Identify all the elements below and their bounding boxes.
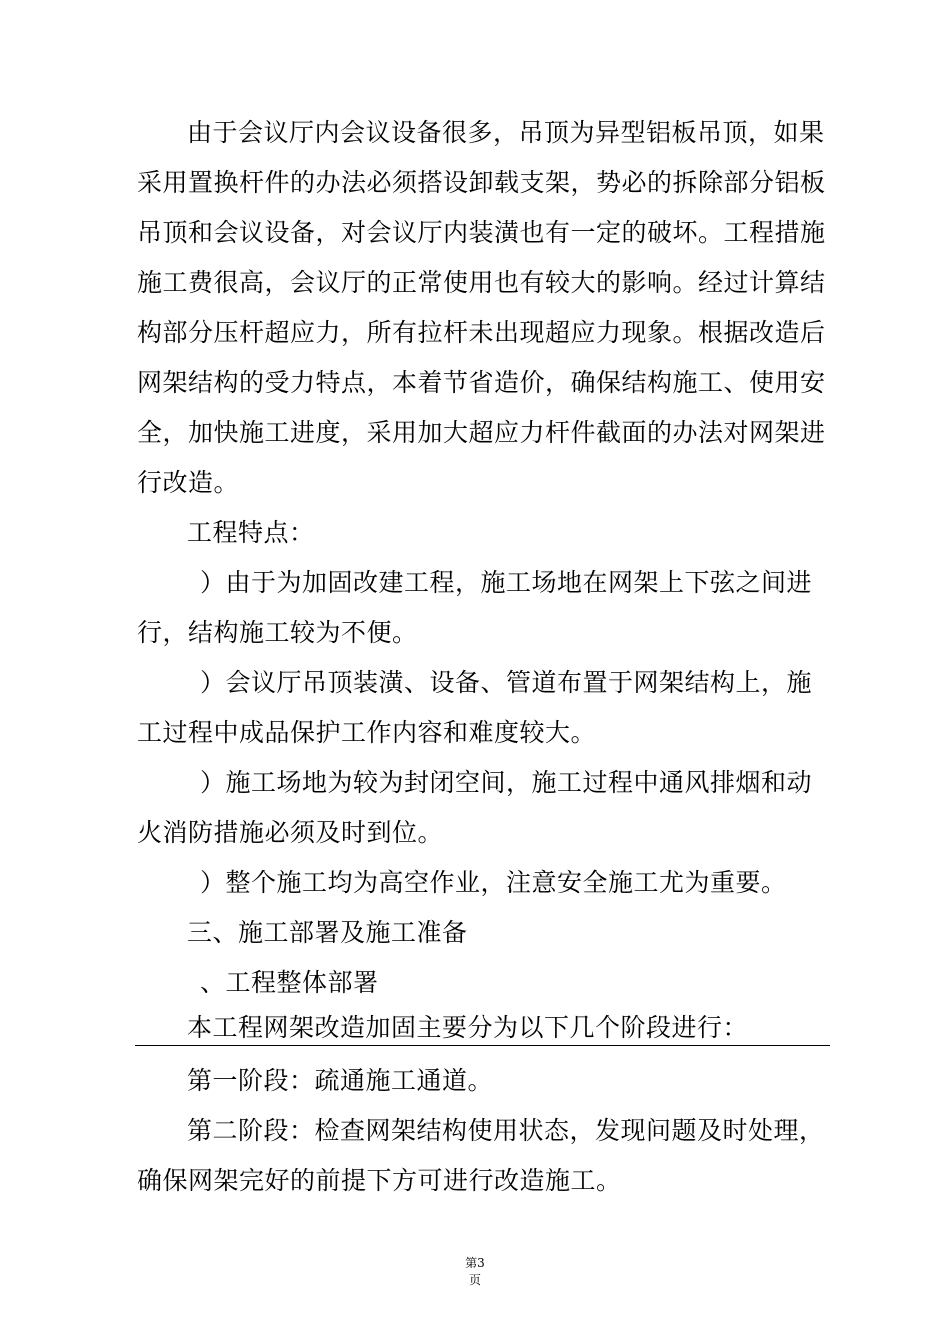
section-label: 工程特点： <box>187 518 315 547</box>
list-item-line: ）会议厅吊顶装潢、设备、管道布置于网架结构上，施 <box>200 668 813 697</box>
subsection-heading: 、工程整体部署 <box>200 968 379 997</box>
page-number-suffix: 页 <box>468 1273 481 1287</box>
list-item-line: ）整个施工均为高空作业，注意安全施工尤为重要。 <box>200 868 787 897</box>
paragraph-line: 确保网架完好的前提下方可进行改造施工。 <box>137 1166 622 1195</box>
list-item-line: 行，结构施工较为不便。 <box>137 618 418 647</box>
paragraph-line: 吊顶和会议设备，对会议厅内装潢也有一定的破坏。工程措施 <box>137 218 826 247</box>
list-item-line: 火消防措施必须及时到位。 <box>137 818 444 847</box>
list-item-line: ）由于为加固改建工程，施工场地在网架上下弦之间进 <box>200 568 813 597</box>
paragraph-line: 采用置换杆件的办法必须搭设卸载支架，势必的拆除部分铝板 <box>137 168 826 197</box>
paragraph-line: 网架结构的受力特点，本着节省造价，确保结构施工、使用安 <box>137 368 826 397</box>
horizontal-rule <box>135 1045 830 1046</box>
paragraph-line: 本工程网架改造加固主要分为以下几个阶段进行： <box>187 1013 749 1042</box>
paragraph-line: 由于会议厅内会议设备很多，吊顶为异型铝板吊顶，如果 <box>187 118 825 147</box>
paragraph-line: 施工费很高，会议厅的正常使用也有较大的影响。经过计算结 <box>137 268 826 297</box>
paragraph-line: 第二阶段：检查网架结构使用状态，发现问题及时处理， <box>187 1116 825 1145</box>
list-item-line: ）施工场地为较为封闭空间，施工过程中通风排烟和动 <box>200 768 813 797</box>
list-item-line: 工过程中成品保护工作内容和难度较大。 <box>137 718 597 747</box>
paragraph-line: 全，加快施工进度，采用加大超应力杆件截面的办法对网架进 <box>137 418 826 447</box>
paragraph-line: 第一阶段：疏通施工通道。 <box>187 1066 494 1095</box>
page-number: 第3 <box>465 1256 485 1270</box>
section-heading: 三、施工部署及施工准备 <box>187 918 468 947</box>
paragraph-line: 行改造。 <box>137 468 240 497</box>
paragraph-line: 构部分压杆超应力，所有拉杆未出现超应力现象。根据改造后 <box>137 318 826 347</box>
